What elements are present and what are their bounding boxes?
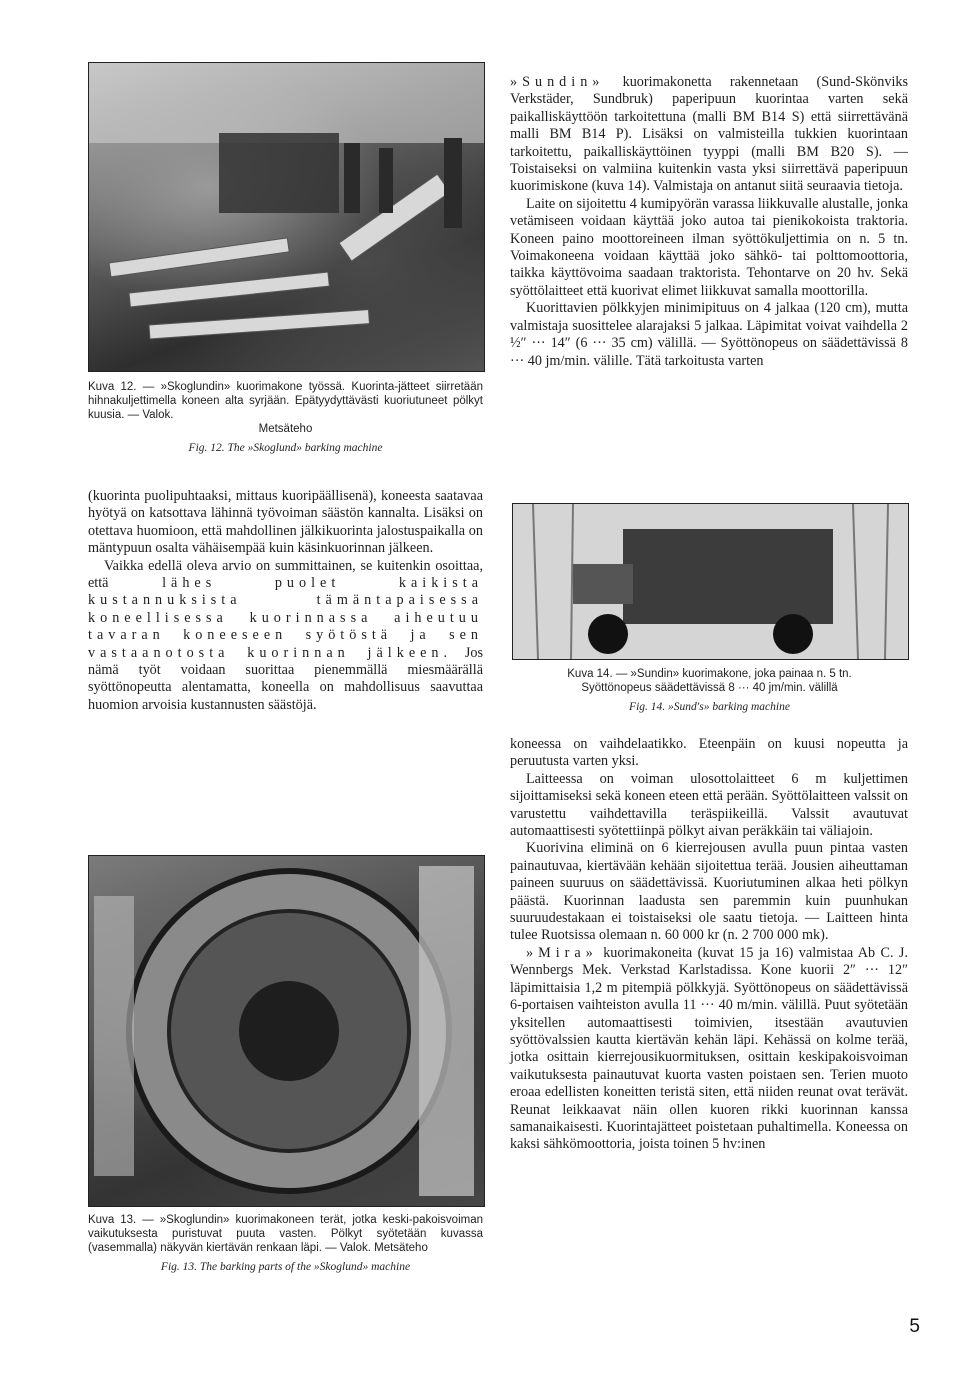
caption-fig13 <box>88 1213 483 1274</box>
caption-fig12-credit: Metsäteho <box>258 423 313 435</box>
caption-fig12 <box>88 380 483 455</box>
left-paragraph-2-start: Vaikka edellä oleva arvio on summittainen, se kuitenkin osoittaa, että <box>88 557 483 592</box>
photo-fig13 <box>88 855 485 1207</box>
caption-fig14-text: Kuva 14. — »Sundin» kuorimakone, joka painaa n. 5 tn. <box>567 668 852 680</box>
photo-fig12 <box>88 62 485 372</box>
caption-fig14-detail: Syöttönopeus säädettävissä 8 ··· 40 jm/min. välillä <box>581 682 838 694</box>
page-number: 5 <box>909 1316 920 1337</box>
caption-fig13-english: Fig. 13. The barking parts of the »Skoglund» machine <box>160 1261 411 1273</box>
right-bottom-paragraph-4-name: »Mira» <box>526 944 598 961</box>
caption-fig12-text: Kuva 12. — »Skoglundin» kuorimakone työssä. Kuorinta-jätteet siirretään hihnakuljettimella koneen alta syrjään. Epätyydyttävästi kuoriutuneet pölkyt kuusia. — Valok. <box>88 381 483 421</box>
caption-fig12-english: Fig. 12. The »Skoglund» barking machine <box>188 442 383 454</box>
right-bottom-paragraph-4 <box>510 945 908 1154</box>
right-bottom-paragraph-4-text: kuorimakoneita (kuvat 15 ja 16) valmistaa Ab C. J. Wennbergs Mek. Verkstad Karlstadissa. Kone kuorii 2″ ··· 12″ läpimittaisia 1,2 m pitempiä pölkkyjä. Syöttönopeus on säädettävissä 6-portaisen vaihteiston avulla 11 ··· 40 m/min. välillä. Puut syötetään yksitellen automaattisesti toimivien, itsestään avautuvien syöttövalssien kautta kiertävän kehän läpi. Kehässä on kolme terää, jotka osittain kierrejousikuormituksen, osittain keskipakoisvoiman vaikutuksesta painautuvat kuorta vasten poistaen sen. Terien muoto eroaa edellisten koneitten teristä siten, että niiden reunat ovat terävät. Reunat leikkaavat näin ollen kuoren rikki kuorinnan kanssa samanaikaisesti. Kuorintajätteet poistetaan puhaltimella. Koneessa on kaksi sähkömoottoria, joista toinen 5 hv:inen <box>510 944 909 1153</box>
right-paragraph-1-text: kuorimakonetta rakennetaan (Sund-Skönviks Verkstäder, Sundbruk) paperipuun kuorintaa varten sekä paikalliskäyttöön tarkoitettuna (malli BM B14 S) että siirrettävänä malli BM B14 P). Lisäksi on valmisteilla tukkien kuorintaan tarkoitettu, paikalliskäyttöinen tyyppi (malli BM B20 S). — Toistaiseksi on valmiina kuitenkin vasta yksi siirrettävä paperipuun kuorimiskone (kuva 14). Valmistaja on antanut siitä seuraavia tietoja. <box>510 74 909 195</box>
caption-fig14-english: Fig. 14. »Sund's» barking machine <box>629 701 790 713</box>
right-paragraph-3: Kuorittavien pölkkyjen minimipituus on 4 jalkaa (120 cm), mutta valmistaja suosittelee alarajaksi 5 jalkaa. Läpimitat voivat vaihdella 2 ½″ ··· 14″ (6 ··· 35 cm) välillä. — Syöttönopeus on säädettävissä 8 ··· 40 jm/min. välille. Tätä tarkoitusta varten <box>510 300 908 369</box>
right-bottom-paragraph-3: Kuorivina eliminä on 6 kierrejousen avulla puun pintaa vasten painautuvaa, kiertävään kehään sijoitettua terää. Jousien aiheuttaman paineen suuruus on säädettävissä. Kuoriutuminen alkaa heti pölkyn päästä. Kuorinnan laadusta sen paremmin kuin puunhukan suuruudestakaan ei toistaiseksi ole saatu tietoja. — Laitteen hinta tulee Ruotsissa olemaan n. 60 000 kr (n. 2 700 000 mk). <box>510 840 908 944</box>
left-paragraph-2-end: Jos nämä työt voidaan suorittaa pienemmällä miesmäärällä syöttönopeutta alentamatta, koneella on mahdollisuus saavuttaa huomion arvoisia kustannusten säästöjä. <box>88 644 483 713</box>
right-bottom-paragraph-1: koneessa on vaihdelaatikko. Eteenpäin on kuusi nopeutta ja peruutusta varten yksi. <box>510 736 908 770</box>
photo-fig14 <box>512 503 909 660</box>
right-column-top-text <box>510 74 908 370</box>
right-column-bottom-text <box>510 736 908 1154</box>
left-paragraph-2-emphasis: lähes puolet kaikista kustannuksista tämäntapaisessa koneellisessa kuorinnassa aiheutuu tavaran koneeseen syötöstä ja sen vastaanotosta kuorinnan jälkeen. <box>88 575 483 661</box>
caption-fig13-text: Kuva 13. — »Skoglundin» kuorimakoneen terät, jotka keski-pakoisvoiman vaikutuksesta puristuvat puuta vasten. Pölkyt syötetään kuvassa (vasemmalla) näkyvän kiertävän renkaan läpi. — Valok. Metsäteho <box>88 1214 483 1254</box>
left-paragraph-1: (kuorinta puolipuhtaaksi, mittaus kuoripäällisenä), koneesta saatavaa hyötyä on katsottava lähinnä työvoiman säästön kannalta. Lisäksi on otettava huomioon, että mahdollinen jälkikuorinta jalostuspaikalla on mäntypuun osalta vähäisempää kuin käsinkuorinnan jälkeen. <box>88 488 483 557</box>
left-paragraph-2 <box>88 558 483 715</box>
right-bottom-paragraph-2: Laitteessa on voiman ulosottolaitteet 6 m kuljettimen sijoittamiseksi sekä koneen eteen että perään. Syöttölaitteen valssit on varustettu vaihdettavilla teräspiikeillä. Valssit avautuvat automaattisesti syötettiinpä pölkyt aivan peräkkäin tai väliajoin. <box>510 770 908 840</box>
right-paragraph-1-name: »Sundin» <box>510 74 605 90</box>
right-paragraph-2: Laite on sijoitettu 4 kumipyörän varassa liikkuvalle alustalle, jonka vetämiseen voidaan käyttää joko autoa tai pienikokoista traktoria. Koneen paino moottoreineen ilman syöttökuljettimia on n. 5 tn. Voimakoneena voidaan käyttää joko sähkö- tai polttomoottoria, taikka käyttövoima saadaan traktorista. Tehontarve on 20 hv. Sekä syöttölaitteet että kuorivat elimet liikkuvat samalla moottorilla. <box>510 195 908 299</box>
left-column-text <box>88 488 483 714</box>
caption-fig14 <box>512 667 907 714</box>
right-paragraph-1 <box>510 74 908 196</box>
